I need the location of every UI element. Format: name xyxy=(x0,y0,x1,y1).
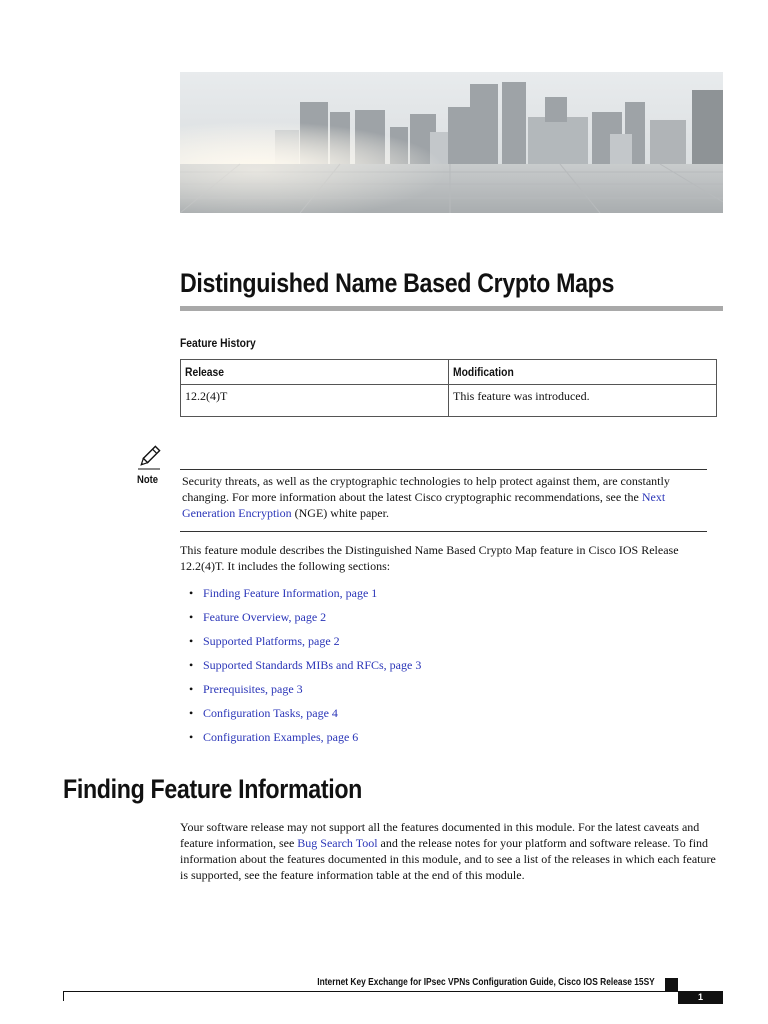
list-item xyxy=(189,585,421,609)
footer-square xyxy=(665,978,678,991)
bullet: • xyxy=(189,634,194,648)
section-heading: Finding Feature Information xyxy=(63,774,363,804)
bullet: • xyxy=(189,610,194,624)
page-number: 1 xyxy=(678,991,723,1004)
toc-link-configuration-examples[interactable]: Configuration Examples, page 6 xyxy=(203,730,359,744)
toc-link-supported-standards[interactable]: Supported Standards MIBs and RFCs, page 3 xyxy=(203,658,422,672)
note-rule-bottom xyxy=(180,531,707,532)
nge-link[interactable]: Next Generation Encryption xyxy=(182,490,666,520)
note-label: Note xyxy=(137,474,159,486)
list-item xyxy=(189,609,421,633)
toc-link-finding-feature-information[interactable]: Finding Feature Information, page 1 xyxy=(203,586,378,600)
section-paragraph: Your software release may not support all the features documented in this module. For the latest caveats and feature information, see Bug Search Tool and the release notes for your platform and software release. To find information about the features documented in this module, and to see a list of the releases in which each feature is supported, see the feature information table at the end of this module. xyxy=(180,820,716,882)
table-row xyxy=(181,385,717,417)
list-item xyxy=(189,681,421,705)
feature-history-table xyxy=(180,359,717,417)
feature-history-label: Feature History xyxy=(180,336,256,350)
bullet: • xyxy=(189,682,194,696)
toc-link-prerequisites[interactable]: Prerequisites, page 3 xyxy=(203,682,303,696)
list-item xyxy=(189,657,421,681)
bullet: • xyxy=(189,658,194,672)
list-item xyxy=(189,729,421,753)
page-title: Distinguished Name Based Crypto Maps xyxy=(180,268,615,298)
toc-link-configuration-tasks[interactable]: Configuration Tasks, page 4 xyxy=(203,706,338,720)
bullet: • xyxy=(189,586,194,600)
table-header-row xyxy=(181,360,717,385)
note-text: Security threats, as well as the cryptographic technologies to help protect against them, are constantly changing. For more information about the latest Cisco cryptographic recommendations, see the Next Generation Encryption (NGE) white paper. xyxy=(182,474,670,520)
pencil-icon xyxy=(136,444,162,470)
footer-rule xyxy=(63,991,678,992)
note-rule-top xyxy=(180,469,707,470)
toc-link-supported-platforms[interactable]: Supported Platforms, page 2 xyxy=(203,634,340,648)
bullet: • xyxy=(189,706,194,720)
list-item xyxy=(189,633,421,657)
list-item xyxy=(189,705,421,729)
footer-tick xyxy=(63,991,64,1001)
toc-list xyxy=(189,585,421,753)
cityscape-banner-image xyxy=(180,72,723,213)
intro-paragraph: This feature module describes the Distinguished Name Based Crypto Map feature in Cisco IOS Release 12.2(4)T. It includes the following sections: xyxy=(180,543,679,573)
table-cell-modification: This feature was introduced. xyxy=(449,385,717,417)
table-header-release: Release xyxy=(181,360,449,385)
toc-link-feature-overview[interactable]: Feature Overview, page 2 xyxy=(203,610,327,624)
title-rule xyxy=(180,306,723,311)
table-header-modification: Modification xyxy=(449,360,717,385)
footer-guide-title: Internet Key Exchange for IPsec VPNs Configuration Guide, Cisco IOS Release 15SY xyxy=(317,977,655,988)
bug-search-tool-link[interactable]: Bug Search Tool xyxy=(297,836,378,850)
bullet: • xyxy=(189,730,194,744)
table-cell-release: 12.2(4)T xyxy=(181,385,449,417)
